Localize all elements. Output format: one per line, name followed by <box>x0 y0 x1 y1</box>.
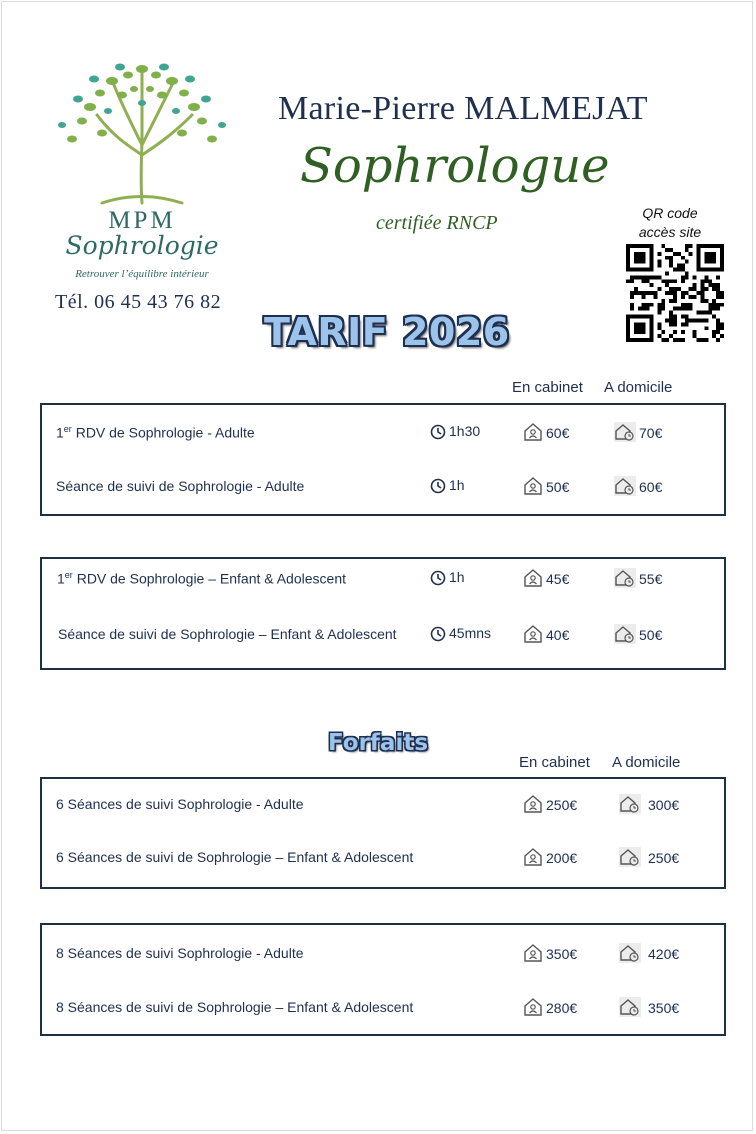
house-clock-icon <box>614 624 636 644</box>
price-cabinet: 50€ <box>523 476 569 496</box>
price-domicile: 300€ <box>619 794 679 814</box>
house-clock-icon <box>619 943 641 963</box>
qr-caption-line1: QR code <box>642 205 698 221</box>
table-row <box>42 567 724 591</box>
price-domicile: 50€ <box>614 624 662 644</box>
price-domicile: 60€ <box>614 476 662 496</box>
house-person-icon <box>523 997 543 1017</box>
price-cabinet: 250€ <box>523 794 577 814</box>
row-label: Séance de suivi de Sophrologie - Adulte <box>56 478 305 494</box>
house-clock-icon <box>619 847 641 867</box>
house-person-icon <box>523 476 543 496</box>
row-label: 8 Séances de suivi de Sophrologie – Enfant & Adolescent <box>56 999 414 1015</box>
phone-number: Tél. 06 45 43 76 82 <box>55 291 222 313</box>
house-person-icon <box>523 794 543 814</box>
tree-icon <box>42 55 242 205</box>
practitioner-name: Marie-Pierre MALMEJAT <box>278 90 648 127</box>
tarif-title: TARIF 2026 <box>264 310 510 354</box>
row-label: 8 Séances de suivi Sophrologie - Adulte <box>56 945 304 961</box>
price-cabinet: 60€ <box>523 422 569 442</box>
table-row <box>42 793 724 817</box>
sessions-child-box <box>40 557 726 670</box>
price-domicile: 350€ <box>619 997 679 1017</box>
col-domicile: A domicile <box>612 754 681 771</box>
price-domicile: 420€ <box>619 943 679 963</box>
qr-caption-line2: accès site <box>638 224 702 240</box>
col-domicile: A domicile <box>604 379 673 396</box>
duration: 45mns <box>430 625 491 642</box>
house-clock-icon <box>619 794 641 814</box>
clock-icon <box>430 626 446 642</box>
forfaits-8-box <box>40 923 726 1036</box>
price-cabinet: 40€ <box>523 624 569 644</box>
house-person-icon <box>523 568 543 588</box>
logo-mpm: MPM <box>108 207 176 234</box>
house-person-icon <box>523 847 543 867</box>
row-label: 1er RDV de Sophrologie - Adulte <box>56 424 255 441</box>
table-row <box>42 623 724 647</box>
house-person-icon <box>523 943 543 963</box>
price-domicile: 70€ <box>614 422 662 442</box>
qr-code-icon[interactable] <box>626 244 724 342</box>
price-cabinet: 280€ <box>523 997 577 1017</box>
price-cabinet: 200€ <box>523 847 577 867</box>
clock-icon <box>430 424 446 440</box>
table-row <box>42 475 724 499</box>
duration: 1h30 <box>430 423 480 440</box>
logo <box>42 55 242 295</box>
clock-icon <box>430 478 446 494</box>
row-label: 6 Séances de suivi de Sophrologie – Enfant & Adolescent <box>56 849 414 865</box>
price-domicile: 250€ <box>619 847 679 867</box>
duration: 1h <box>430 569 465 586</box>
row-label: 6 Séances de suivi Sophrologie - Adulte <box>56 796 304 812</box>
profession-title: Sophrologue <box>300 138 610 194</box>
row-label: 1er RDV de Sophrologie – Enfant & Adolescent <box>57 570 346 587</box>
duration: 1h <box>430 477 465 494</box>
forfaits-6-box <box>40 777 726 889</box>
table-row <box>42 942 724 966</box>
price-cabinet: 350€ <box>523 943 577 963</box>
house-clock-icon <box>619 997 641 1017</box>
house-person-icon <box>523 422 543 442</box>
clock-icon <box>430 570 446 586</box>
certification: certifiée RNCP <box>376 212 498 234</box>
house-person-icon <box>523 624 543 644</box>
qr-caption <box>625 204 715 242</box>
col-cabinet: En cabinet <box>519 754 590 771</box>
house-clock-icon <box>614 568 636 588</box>
forfaits-title: Forfaits <box>328 730 429 756</box>
logo-tagline: Retrouver l’équilibre intérieur <box>75 268 209 280</box>
house-clock-icon <box>614 476 636 496</box>
price-cabinet: 45€ <box>523 568 569 588</box>
logo-sophrologie: Sophrologie <box>65 231 219 260</box>
house-clock-icon <box>614 422 636 442</box>
sessions-adult-box <box>40 403 726 516</box>
table-row <box>42 996 724 1020</box>
col-cabinet: En cabinet <box>512 379 583 396</box>
table-row <box>42 421 724 445</box>
row-label: Séance de suivi de Sophrologie – Enfant & Adolescent <box>58 626 397 642</box>
price-domicile: 55€ <box>614 568 662 588</box>
table-row <box>42 846 724 870</box>
